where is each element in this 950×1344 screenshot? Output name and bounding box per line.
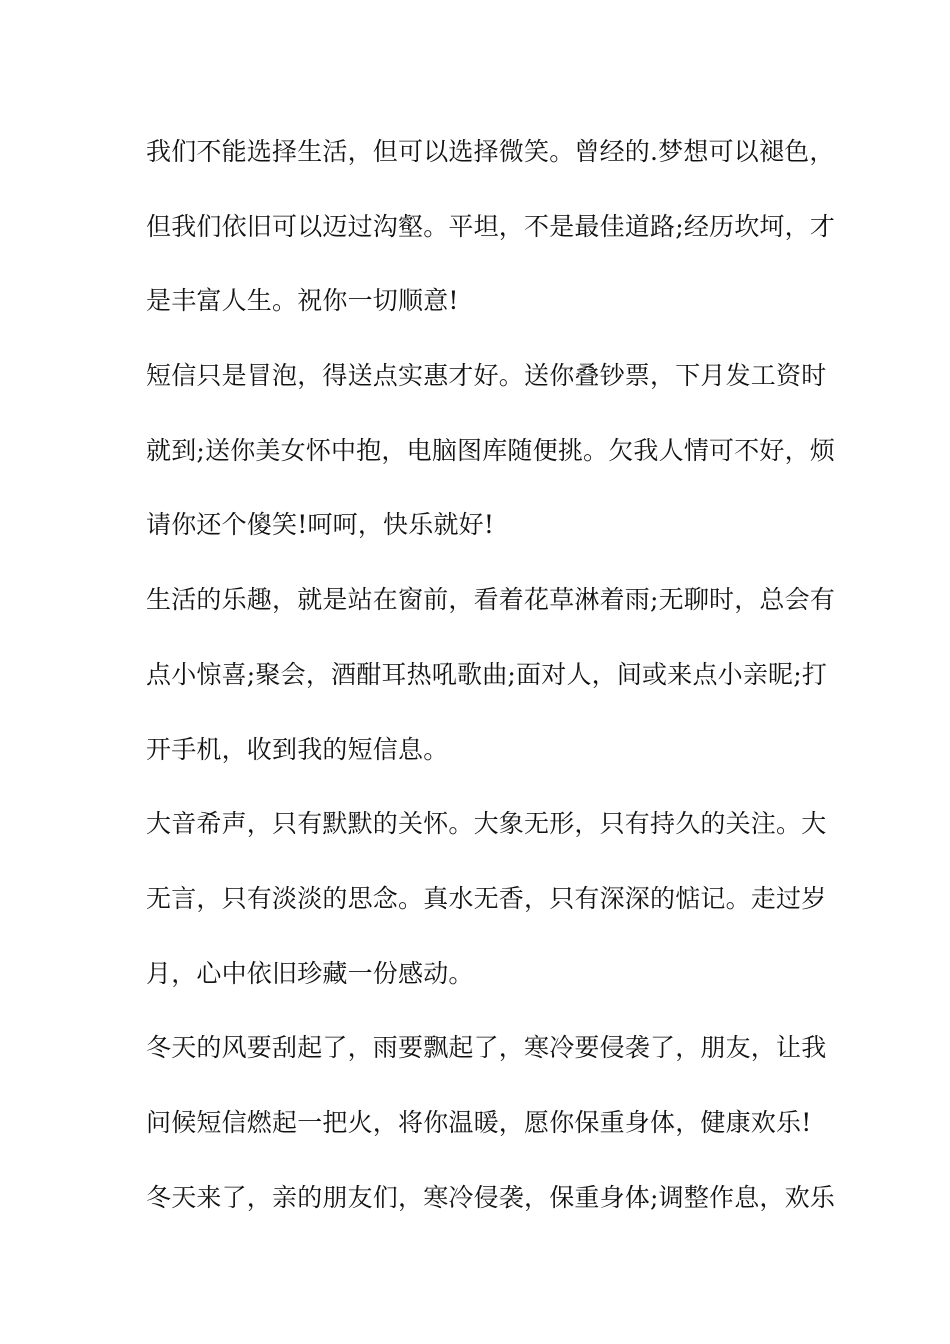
text-line: 月，心中依旧珍藏一份感动。 [146,958,474,988]
text-line: 大音希声，只有默默的关怀。大象无形，只有持久的关注。大 [146,809,827,839]
document-body [146,130,836,1250]
paragraph-1 [146,130,836,354]
text-line: 是丰富人生。祝你一切顺意! [146,286,459,316]
text-line: 无言，只有淡淡的思念。真水无香，只有深深的惦记。走过岁 [146,883,827,913]
paragraph-3 [146,578,836,802]
paragraph-5 [146,1026,827,1175]
text-line: 生活的乐趣，就是站在窗前，看着花草淋着雨;无聊时，总会有 [146,585,836,615]
text-line: 问候短信燃起一把火，将你温暖，愿你保重身体，健康欢乐! [146,1107,812,1137]
text-line: 开手机，收到我的短信息。 [146,734,449,764]
text-line: 但我们依旧可以迈过沟壑。平坦，不是最佳道路;经历坎坷，才 [146,211,836,241]
paragraph-4 [146,802,827,1026]
text-line: 冬天的风要刮起了，雨要飘起了，寒冷要侵袭了，朋友，让我 [146,1033,827,1063]
text-line: 冬天来了，亲的朋友们，寒冷侵袭，保重身体;调整作息，欢乐 [146,1182,836,1212]
text-line: 点小惊喜;聚会，酒酣耳热吼歌曲;面对人，间或来点小亲昵;打 [146,659,828,689]
text-line: 请你还个傻笑!呵呵，快乐就好! [146,510,495,540]
text-line: 就到;送你美女怀中抱，电脑图库随便挑。欠我人情可不好，烦 [146,435,836,465]
paragraph-6 [146,1176,836,1251]
text-line: 短信只是冒泡，得送点实惠才好。送你叠钞票，下月发工资时 [146,361,827,391]
paragraph-2 [146,354,836,578]
text-line: 我们不能选择生活，但可以选择微笑。曾经的.梦想可以褪色， [146,137,835,166]
